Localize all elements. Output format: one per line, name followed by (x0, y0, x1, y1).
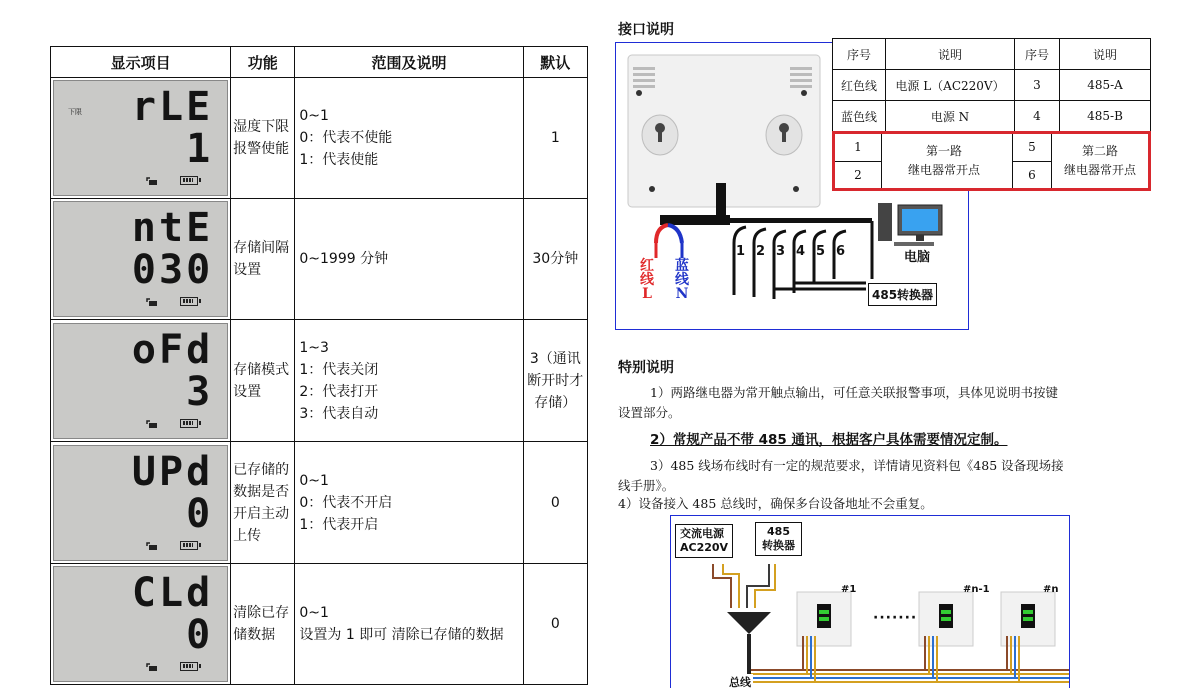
lcd-cell (51, 199, 231, 320)
device-unit (919, 592, 973, 682)
table-row (51, 199, 588, 320)
lcd-cell (51, 442, 231, 564)
terminal-number: 6 (836, 244, 846, 259)
battery-icon (180, 419, 198, 428)
function-cell: 清除已存储数据 (231, 564, 295, 685)
ellipsis-dots: ······· (873, 610, 918, 626)
lcd-line1: CLd (131, 570, 214, 616)
lcd-display (53, 201, 228, 317)
function-cell: 已存储的数据是否开启主动上传 (231, 442, 295, 564)
lcd-line2: 0 (186, 612, 214, 658)
device-unit (797, 592, 851, 682)
wire-cell: 485-B (1060, 101, 1151, 132)
lcd-line1: UPd (131, 448, 214, 495)
red-wire-label: 红 线 L (640, 258, 654, 302)
function-cell: 存储模式设置 (231, 320, 295, 442)
header-range: 范围及说明 (295, 47, 523, 78)
range-line: 3：代表自动 (299, 405, 379, 422)
default-cell: 3（通讯断开时才存储） (523, 320, 587, 442)
function-cell: 存储间隔设置 (231, 199, 295, 320)
range-cell (295, 442, 523, 564)
range-line: 0~1 (299, 472, 329, 489)
bus-converter-box: 485 转换器 (755, 522, 802, 556)
lcd-line1: rLE (131, 84, 214, 130)
wire-header-no1: 序号 (833, 39, 886, 70)
lcd-line2: 030 (131, 247, 214, 293)
lcd-line2: 0 (186, 490, 214, 537)
range-line: 设置为 1 即可 清除已存储的数据 (299, 627, 504, 643)
table-row (51, 78, 588, 199)
range-cell (295, 199, 523, 320)
device-label-n: #n (1043, 584, 1059, 595)
table-row (51, 564, 588, 685)
interface-title: 接口说明 (618, 22, 674, 38)
battery-icon (180, 541, 198, 550)
wire-cell: 红色线 (833, 70, 886, 101)
wire-cell: 电源 L（AC220V） (886, 70, 1015, 101)
default-cell: 0 (523, 564, 587, 685)
wire-header-no2: 序号 (1015, 39, 1060, 70)
range-line: 1：代表关闭 (299, 361, 379, 378)
relay-num: 1 (835, 134, 882, 162)
lcd-display (53, 566, 228, 682)
battery-icon (180, 297, 198, 306)
lcd-small-label: 下限 (68, 108, 82, 116)
range-line: 1：代表使能 (299, 152, 379, 168)
range-line: 1：代表开启 (299, 516, 379, 533)
relay-num: 2 (835, 162, 882, 188)
default-cell: 0 (523, 442, 587, 564)
header-function: 功能 (231, 47, 295, 78)
wire-header-desc1: 说明 (886, 39, 1015, 70)
lcd-cell (51, 564, 231, 685)
device-label-n-1: #n-1 (963, 584, 990, 595)
range-cell (295, 320, 523, 442)
lock-icon (146, 177, 158, 185)
wire-table (832, 38, 1151, 132)
computer-label: 电脑 (904, 250, 931, 265)
lcd-line2: 1 (186, 126, 214, 172)
bus-diagram-frame (670, 515, 1070, 688)
table-row (51, 442, 588, 564)
note-1b: 设置部分。 (618, 405, 681, 420)
wire-cell: 485-A (1060, 70, 1151, 101)
note-4: 4）设备接入 485 总线时，确保多台设备地址不会重复。 (618, 496, 933, 511)
lock-icon (146, 663, 158, 671)
terminal-number: 4 (796, 244, 806, 259)
device-unit (1001, 592, 1055, 682)
relay-box (832, 131, 1151, 191)
relay-left-text: 第一路 继电器常开点 (907, 144, 980, 177)
default-cell: 1 (523, 78, 587, 199)
device-label-1: #1 (841, 584, 857, 595)
relay-right-text: 第二路 继电器常开点 (1063, 144, 1136, 177)
note-3b: 线手册》。 (618, 478, 675, 493)
power-box: 交流电源 AC220V (675, 524, 733, 558)
lcd-line1: ntE (131, 205, 214, 251)
range-line: 0：代表不开启 (299, 494, 393, 511)
lock-icon (146, 298, 158, 306)
blue-wire-label: 蓝 线 N (675, 258, 689, 302)
range-line: 0~1 (299, 108, 329, 124)
range-line: 1~3 (299, 339, 329, 356)
lcd-line2: 3 (186, 368, 214, 415)
range-line: 0~1999 分钟 (299, 251, 389, 267)
note-2: 2）常规产品不带 485 通讯，根据客户具体需要情况定制。 (650, 432, 1008, 448)
lock-icon (146, 420, 158, 428)
range-line: 0：代表不使能 (299, 130, 393, 146)
terminal-number: 3 (776, 244, 786, 259)
header-display: 显示项目 (51, 47, 231, 78)
table-header-row (51, 47, 588, 78)
parameter-table (50, 46, 588, 685)
note-3a: 3）485 线场布线时有一定的规范要求，详情请见资料包《485 设备现场接 (650, 458, 1064, 473)
wire-cell: 蓝色线 (833, 101, 886, 132)
wire-header-desc2: 说明 (1060, 39, 1151, 70)
header-default: 默认 (523, 47, 587, 78)
battery-icon (180, 662, 198, 671)
lock-icon (146, 542, 158, 550)
range-cell (295, 564, 523, 685)
relay-num: 5 (1012, 134, 1052, 162)
wire-cell: 电源 N (886, 101, 1015, 132)
lcd-cell (51, 78, 231, 199)
default-cell: 30分钟 (523, 199, 587, 320)
range-cell (295, 78, 523, 199)
wire-cell: 3 (1015, 70, 1060, 101)
wire-cell: 4 (1015, 101, 1060, 132)
range-line: 0~1 (299, 605, 329, 621)
terminal-number: 5 (816, 244, 826, 259)
lcd-display (53, 80, 228, 196)
lcd-display (53, 445, 228, 561)
lcd-display (53, 323, 228, 439)
converter-label: 485转换器 (868, 283, 937, 306)
special-title: 特别说明 (618, 360, 674, 376)
note-1a: 1）两路继电器为常开触点输出，可任意关联报警事项，具体见说明书按键 (650, 385, 1058, 400)
battery-icon (180, 176, 198, 185)
lcd-line1: oFd (131, 326, 214, 373)
terminal-number: 2 (756, 244, 766, 259)
bus-label: 总线 (729, 676, 751, 688)
terminal-number: 1 (736, 244, 746, 259)
lcd-cell (51, 320, 231, 442)
range-line: 2：代表打开 (299, 383, 379, 400)
function-cell: 湿度下限报警使能 (231, 78, 295, 199)
relay-num: 6 (1012, 162, 1052, 188)
table-row (51, 320, 588, 442)
